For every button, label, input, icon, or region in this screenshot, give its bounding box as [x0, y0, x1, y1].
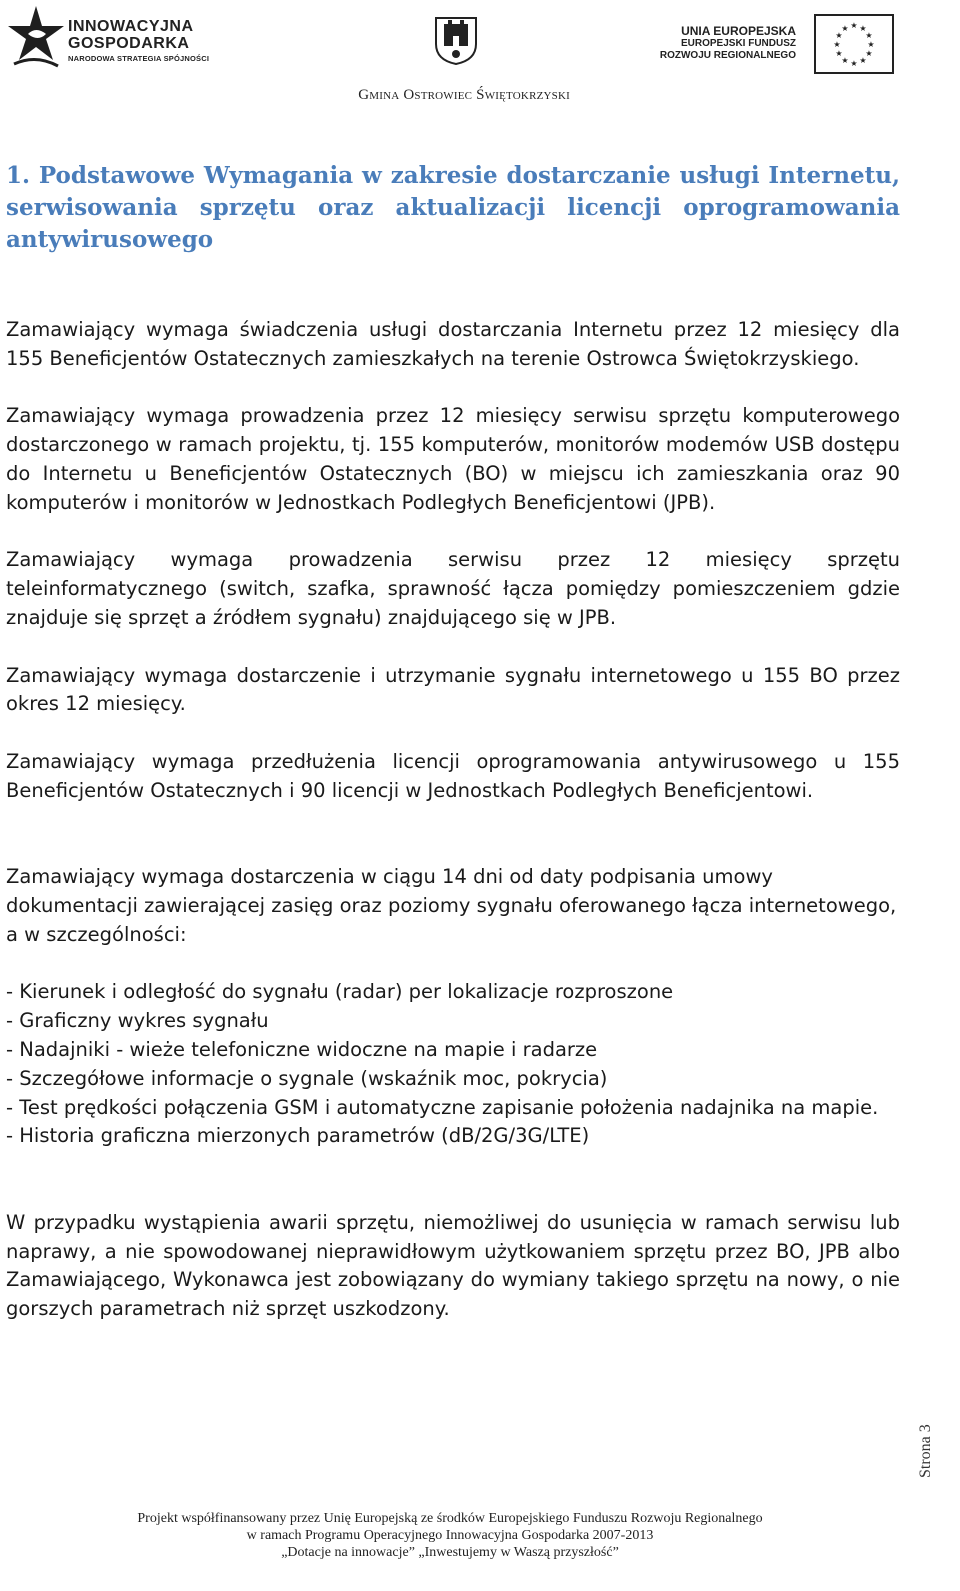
svg-text:★: ★ — [833, 40, 841, 49]
eu-logo-line3: ROZWOJU REGIONALNEGO — [659, 50, 796, 61]
svg-text:★: ★ — [850, 59, 858, 68]
ig-logo-line3: NARODOWA STRATEGIA SPÓJNOŚCI — [68, 54, 210, 63]
paragraph-documentation: Zamawiający wymaga dostarczenia w ciągu 14 dni od daty podpisania umowy dokumentacji zawierającej zasięg oraz poziomy sygnału oferowanego łącza internetowego, a w szczególności: — [6, 865, 897, 946]
document-body — [6, 316, 900, 1324]
list-item: - Test prędkości połączenia GSM i automatyczne zapisanie położenia nadajnika na mapie. — [6, 1095, 879, 1119]
eu-logo-line2: EUROPEJSKI FUNDUSZ — [680, 38, 796, 49]
svg-text:★: ★ — [835, 31, 843, 40]
eu-flag-icon — [814, 14, 894, 74]
svg-text:★: ★ — [841, 56, 849, 65]
ig-star-icon — [6, 4, 66, 70]
paragraph-internet-service: Zamawiający wymaga świadczenia usługi dostarczania Internetu przez 12 miesięcy dla 155 Beneficjentów Ostatecznych zamieszkałych na terenie Ostrowca Świętokrzyskiego. — [6, 318, 900, 370]
ig-logo-text — [68, 18, 209, 63]
paragraph-computer-service: Zamawiający wymaga prowadzenia przez 12 miesięcy serwisu sprzętu komputerowego dostarczonego w ramach projektu, tj. 155 komputerów, monitorów modemów USB dostępu do Internetu u Beneficjentów Ostatecznych (BO) w miejscu ich zamieszkania oraz 90 komputerów i monitorów w Jednostkach Podległych Beneficjentowi (JPB). — [6, 404, 900, 514]
paragraph-replacement: W przypadku wystąpienia awarii sprzętu, niemożliwej do usunięcia w ramach serwisu lub naprawy, a nie spowodowanej nieprawidłowym użytkowaniem sprzętu przez BO, JPB albo Zamawiającego, Wykonawca jest zobowiązany do wymiany takiego sprzętu na nowy, o nie gorszych parametrach niż sprzęt uszkodzony. — [6, 1210, 900, 1321]
footer-line2: w ramach Programu Operacyjnego Innowacyjna Gospodarka 2007-2013 — [246, 1528, 654, 1543]
paragraph-antivirus-license: Zamawiający wymaga przedłużenia licencji oprogramowania antywirusowego u 155 Beneficjentów Ostatecznych i 90 licencji w Jednostkach Podległych Beneficjentowi. — [6, 749, 900, 802]
list-item: - Nadajniki - wieże telefoniczne widoczne na mapie i radarze — [6, 1037, 598, 1061]
list-item: - Szczegółowe informacje o sygnale (wskaźnik moc, pokrycia) — [6, 1066, 608, 1090]
svg-text:★: ★ — [835, 49, 843, 58]
municipality-name: Gmina Ostrowiec Świętokrzyski — [358, 87, 570, 103]
section-heading: 1. Podstawowe Wymagania w zakresie dostarczanie usługi Internetu, serwisowania sprzętu oraz aktualizacji licencji oprogramowania antywirusowego — [6, 162, 900, 253]
footer-line1: Projekt współfinansowany przez Unię Europejską ze środków Europejskiego Funduszu Rozwoju Regionalnego — [137, 1511, 763, 1526]
svg-text:★: ★ — [859, 56, 867, 65]
eu-logo-line1: UNIA EUROPEJSKA — [681, 24, 796, 38]
paragraph-network-service: Zamawiający wymaga prowadzenia serwisu przez 12 miesięcy sprzętu teleinformatycznego (switch, szafka, sprawność łącza pomiędzy pomieszczeniem gdzie znajduje się sprzęt a źródłem sygnału) znajdującego się w JPB. — [6, 548, 900, 629]
eu-logo-text — [660, 24, 796, 62]
svg-text:★: ★ — [865, 31, 873, 40]
eu-logo — [658, 14, 894, 76]
list-item: - Historia graficzna mierzonych parametrów (dB/2G/3G/LTE) — [6, 1124, 590, 1148]
requirements-list — [6, 978, 900, 1151]
svg-text:★: ★ — [859, 24, 867, 33]
coat-of-arms-icon — [434, 14, 478, 66]
footer — [0, 1510, 900, 1561]
page-number: Strona 3 — [917, 1424, 934, 1478]
svg-text:★: ★ — [850, 21, 858, 30]
svg-text:★: ★ — [841, 24, 849, 33]
ig-logo-line1: INNOWACYJNA — [68, 18, 194, 35]
svg-text:★: ★ — [865, 49, 873, 58]
header-logos — [0, 0, 960, 110]
innowacyjna-gospodarka-logo — [6, 4, 226, 70]
list-item: - Kierunek i odległość do sygnału (radar) per lokalizacje rozproszone — [6, 980, 674, 1004]
footer-line3: „Dotacje na innowacje” „Inwestujemy w Waszą przyszłość” — [281, 1545, 619, 1560]
list-item: - Graficzny wykres sygnału — [6, 1009, 269, 1033]
ig-logo-line2: GOSPODARKA — [68, 35, 190, 52]
svg-text:★: ★ — [867, 40, 875, 49]
paragraph-signal-delivery: Zamawiający wymaga dostarczenie i utrzymanie sygnału internetowego u 155 BO przez okres 12 miesięcy. — [6, 663, 900, 716]
